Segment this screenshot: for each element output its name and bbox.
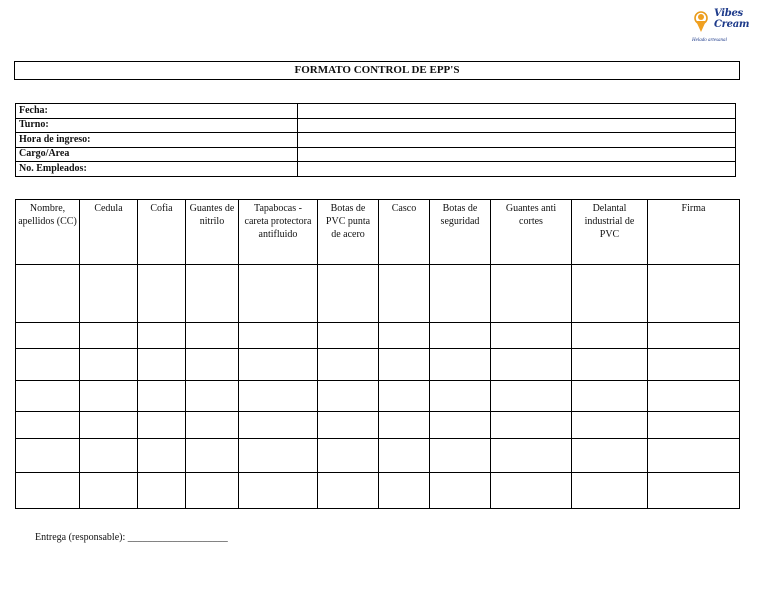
table-cell[interactable] [379, 473, 430, 509]
info-label: Cargo/Area [16, 147, 298, 162]
table-cell[interactable] [239, 322, 318, 348]
col-header-botas-seguridad: Botas de seguridad [430, 200, 491, 265]
table-header-row [16, 200, 740, 265]
logo-line1: Vibes [714, 8, 743, 19]
table-cell[interactable] [186, 322, 239, 348]
table-cell[interactable] [648, 380, 740, 412]
table-cell[interactable] [648, 265, 740, 323]
table-cell[interactable] [379, 349, 430, 381]
table-cell[interactable] [239, 265, 318, 323]
info-value-no-empleados[interactable] [298, 162, 736, 177]
col-header-cedula: Cedula [80, 200, 138, 265]
ice-cream-logo-icon [692, 10, 716, 34]
table-cell[interactable] [491, 380, 572, 412]
table-cell[interactable] [239, 438, 318, 473]
info-row-fecha [16, 104, 736, 119]
table-cell[interactable] [138, 380, 186, 412]
footer-entrega: Entrega (responsable): ____________________ [35, 532, 228, 543]
form-title: FORMATO CONTROL DE EPP'S [14, 61, 740, 80]
table-cell[interactable] [318, 412, 379, 438]
table-cell[interactable] [318, 438, 379, 473]
table-cell[interactable] [138, 322, 186, 348]
col-header-nombre: Nombre, apellidos (CC) [16, 200, 80, 265]
table-cell[interactable] [491, 438, 572, 473]
table-cell[interactable] [318, 349, 379, 381]
info-value-cargo-area[interactable] [298, 147, 736, 162]
logo-tagline: Helado artesanal [692, 38, 727, 43]
company-logo [690, 8, 750, 48]
logo-line2: Cream [714, 19, 750, 30]
col-header-guantes-anti-cortes: Guantes anti cortes [491, 200, 572, 265]
table-cell[interactable] [138, 412, 186, 438]
info-value-fecha[interactable] [298, 104, 736, 119]
col-header-firma: Firma [648, 200, 740, 265]
table-cell[interactable] [648, 322, 740, 348]
table-cell[interactable] [16, 265, 80, 323]
table-cell[interactable] [16, 473, 80, 509]
table-cell[interactable] [572, 349, 648, 381]
info-row-hora-ingreso [16, 133, 736, 148]
table-cell[interactable] [16, 322, 80, 348]
table-cell[interactable] [379, 265, 430, 323]
col-header-casco: Casco [379, 200, 430, 265]
table-cell[interactable] [16, 380, 80, 412]
info-label: No. Empleados: [16, 162, 298, 177]
table-body [16, 265, 740, 509]
info-row-no-empleados [16, 162, 736, 177]
table-cell[interactable] [239, 349, 318, 381]
table-cell[interactable] [239, 473, 318, 509]
table-cell[interactable] [379, 412, 430, 438]
logo-brand [714, 8, 754, 30]
col-header-botas-pvc: Botas de PVC punta de acero [318, 200, 379, 265]
epp-table [15, 199, 740, 509]
table-cell[interactable] [186, 438, 239, 473]
table-cell[interactable] [80, 349, 138, 381]
table-row [16, 322, 740, 348]
info-table [15, 103, 736, 177]
table-cell[interactable] [430, 412, 491, 438]
table-cell[interactable] [80, 322, 138, 348]
table-cell[interactable] [648, 473, 740, 509]
table-cell[interactable] [239, 380, 318, 412]
table-cell[interactable] [648, 438, 740, 473]
info-label: Hora de ingreso: [16, 133, 298, 148]
table-cell[interactable] [430, 380, 491, 412]
table-cell[interactable] [138, 265, 186, 323]
table-cell[interactable] [80, 380, 138, 412]
table-cell[interactable] [80, 265, 138, 323]
table-cell[interactable] [239, 412, 318, 438]
table-cell[interactable] [491, 473, 572, 509]
col-header-guantes-nitrilo: Guantes de nitrilo [186, 200, 239, 265]
table-row [16, 412, 740, 438]
table-cell[interactable] [318, 265, 379, 323]
table-cell[interactable] [430, 322, 491, 348]
info-label: Turno: [16, 118, 298, 133]
table-cell[interactable] [318, 380, 379, 412]
table-cell[interactable] [318, 473, 379, 509]
table-cell[interactable] [16, 438, 80, 473]
info-label: Fecha: [16, 104, 298, 119]
table-cell[interactable] [430, 349, 491, 381]
table-cell[interactable] [572, 438, 648, 473]
table-cell[interactable] [138, 438, 186, 473]
table-cell[interactable] [648, 412, 740, 438]
table-cell[interactable] [80, 412, 138, 438]
table-cell[interactable] [16, 412, 80, 438]
table-row [16, 438, 740, 473]
table-cell[interactable] [572, 322, 648, 348]
table-cell[interactable] [186, 349, 239, 381]
table-cell[interactable] [491, 412, 572, 438]
table-cell[interactable] [186, 265, 239, 323]
table-cell[interactable] [186, 380, 239, 412]
table-cell[interactable] [80, 473, 138, 509]
table-cell[interactable] [572, 473, 648, 509]
table-cell[interactable] [430, 438, 491, 473]
table-cell[interactable] [572, 380, 648, 412]
info-value-hora-ingreso[interactable] [298, 133, 736, 148]
table-cell[interactable] [430, 473, 491, 509]
table-cell[interactable] [379, 380, 430, 412]
table-cell[interactable] [648, 349, 740, 381]
table-cell[interactable] [379, 322, 430, 348]
table-cell[interactable] [318, 322, 379, 348]
table-cell[interactable] [379, 438, 430, 473]
table-cell[interactable] [80, 438, 138, 473]
table-row [16, 349, 740, 381]
table-cell[interactable] [430, 265, 491, 323]
table-cell[interactable] [16, 349, 80, 381]
table-row [16, 265, 740, 323]
col-header-cofia: Cofia [138, 200, 186, 265]
table-cell[interactable] [491, 322, 572, 348]
table-cell[interactable] [186, 412, 239, 438]
info-value-turno[interactable] [298, 118, 736, 133]
table-cell[interactable] [138, 349, 186, 381]
col-header-delantal: Delantal industrial de PVC [572, 200, 648, 265]
col-header-tapabocas: Tapabocas - careta protectora antifluido [239, 200, 318, 265]
table-cell[interactable] [186, 473, 239, 509]
table-cell[interactable] [572, 412, 648, 438]
info-row-turno [16, 118, 736, 133]
table-row [16, 380, 740, 412]
info-row-cargo-area [16, 147, 736, 162]
table-cell[interactable] [491, 265, 572, 323]
table-cell[interactable] [572, 265, 648, 323]
table-cell[interactable] [138, 473, 186, 509]
table-row [16, 473, 740, 509]
table-cell[interactable] [491, 349, 572, 381]
